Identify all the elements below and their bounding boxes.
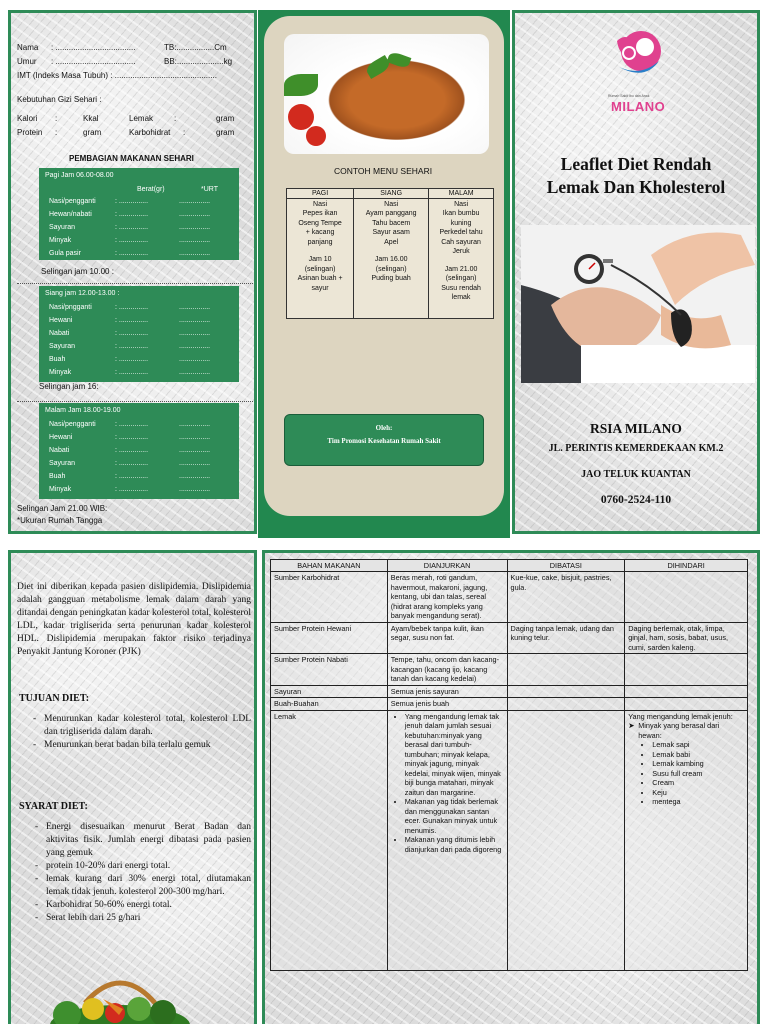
meal-item-weight: : ............... — [115, 304, 149, 311]
syarat-item: - Energi disesuaikan menurut Berat Badan dan aktivitas fisik. Jumlah energi dibatasi pada pasien yang gemuk — [35, 821, 251, 860]
table-cell-bahan: Sumber Karbohidrat — [271, 572, 388, 622]
meal-item-weight: : ............... — [115, 198, 149, 205]
pagi-box — [39, 168, 239, 260]
table-row — [271, 654, 748, 685]
tim-label: Tim Promosi Kesehatan Rumah Sakit — [327, 437, 441, 445]
meal-item-weight: : ............... — [115, 317, 149, 324]
berat-header: Berat(gr) — [137, 186, 165, 193]
meal-item-urt: ................ — [179, 250, 211, 257]
meal-item-label: Nabati — [49, 447, 70, 454]
lemak-dihindari-item: • Keju — [652, 788, 744, 797]
protein-label: Protein — [17, 128, 43, 137]
menu-line: Puding buah — [371, 275, 411, 283]
mother-child-icon — [607, 27, 667, 91]
umur-field: : .................................... — [51, 57, 136, 66]
lemak-dihindari-list — [628, 740, 744, 806]
menu-cell — [354, 199, 429, 319]
tomato-shape — [306, 126, 326, 146]
table-cell-dianjurkan: Tempe, tahu, oncom dan kacang-kacangan (kacang ijo, kacang tanah dan kacang kedelai) — [387, 654, 507, 685]
divider — [17, 283, 253, 284]
meal-item-label: Sayuran — [49, 460, 76, 467]
selingan-21: Selingan Jam 21.00 WIB: — [17, 504, 108, 513]
tomato-shape — [288, 104, 314, 130]
tujuan-item: - Menurunkan berat badan bila terlalu gemuk — [33, 739, 251, 752]
syarat-item: - Serat lebih dari 25 g/hari — [35, 912, 251, 925]
kkal-unit: Kkal — [83, 114, 99, 123]
grilled-fish-photo — [284, 34, 489, 154]
leaflet-title-2: Lemak Dan Kholesterol — [546, 177, 726, 197]
syarat-item: - protein 10-20% dari energi total. — [35, 860, 251, 873]
meal-item-urt: ................ — [179, 304, 211, 311]
table-col-header: DIBATASI — [507, 560, 625, 572]
table-row — [271, 685, 748, 697]
table-col-header: BAHAN MAKANAN — [271, 560, 388, 572]
meal-item-label: Buah — [49, 473, 66, 480]
logo-tagline: Rumah Sakit Ibu dan Anak — [608, 94, 650, 98]
meal-item-label: Hewan/nabati — [49, 211, 92, 218]
hospital-city: JAO TELUK KUANTAN — [581, 469, 691, 480]
umur-label: Umur — [17, 57, 37, 66]
lemak-dihindari-item: • Lemak babi — [652, 750, 744, 759]
menu-col-header: SIANG — [354, 189, 429, 199]
meal-item-label: Buah — [49, 356, 66, 363]
meal-item-urt: ................ — [179, 343, 211, 350]
menu-line — [289, 247, 351, 255]
meal-item-urt: ................ — [179, 473, 211, 480]
bb-field: BB:.....................kg — [164, 57, 233, 66]
lemak-dianjurkan-item: • Makanan yang ditumis lebih dianjurkan dari pada digoreng — [405, 835, 504, 854]
selingan-16: Selingan jam 16: — [39, 382, 99, 391]
table-cell-dibatasi: Daging tanpa lemak, udang dan kuning telur. — [507, 622, 625, 653]
table-cell-bahan: Sumber Protein Hewani — [271, 622, 388, 653]
menu-table — [286, 188, 494, 319]
pembagian-title: PEMBAGIAN MAKANAN SEHARI — [69, 154, 194, 163]
tujuan-title: TUJUAN DIET: — [19, 693, 90, 704]
meal-item-urt: ................ — [179, 486, 211, 493]
meal-item-weight: : ............... — [115, 434, 149, 441]
menu-cell — [287, 199, 354, 319]
menu-line: sayur — [311, 284, 329, 292]
kebutuhan-title: Kebutuhan Gizi Sehari : — [17, 95, 102, 104]
menu-line: (selingan) — [304, 265, 336, 273]
malam-title: Malam Jam 18.00-19.00 — [45, 407, 121, 414]
urt-header: *URT — [201, 186, 218, 193]
tujuan-list — [33, 713, 251, 752]
logo-name: MILANO — [611, 99, 666, 114]
table-cell-dihindari: Daging berlemak, otak, limpa, ginjal, ham, sosis, babat, usus, cumi, sarden kaleng. — [625, 622, 748, 653]
tujuan-item: - Menurunkan kadar kolesterol total, kolesterol LDL dan trigliserida dalam darah. — [33, 713, 251, 739]
table-cell-dianjurkan — [387, 710, 507, 970]
menu-line: Tahu bacem — [372, 219, 411, 227]
table-cell-dihindari — [625, 710, 748, 970]
menu-line: Ayam panggang — [365, 210, 417, 218]
intro-paragraph: Diet ini diberikan kepada pasien dislipidemia. Dislipidemia adalah gangguan metabolisme lemak dalam darah yang ditandai dengan peningkatan kadar kolesterol total, kolesterol LDL, kadar trigliserida serta penurunan kadar kolesterol HDL. Dislipidemia merupakan faktor risiko terjadinya Penyakit Jantung Koroner (PJK) — [17, 582, 251, 657]
menu-line — [431, 257, 491, 265]
colon: : — [174, 114, 177, 123]
imt-field: IMT (Indeks Masa Tubuh) : .............................................. — [17, 71, 217, 80]
meal-item-label: Sayuran — [49, 224, 76, 231]
meal-item-label: Nabati — [49, 330, 70, 337]
meal-item-urt: ................ — [179, 434, 211, 441]
hospital-phone: 0760-2524-110 — [600, 494, 672, 506]
meal-item-weight: : ............... — [115, 460, 149, 467]
menu-card — [264, 16, 504, 516]
meal-item-label: Nasi/pengganti — [49, 421, 96, 428]
meal-item-label: Hewani — [49, 317, 73, 324]
meal-item-weight: : ............... — [115, 211, 149, 218]
menu-line: Asinan buah + — [297, 275, 343, 283]
vegetables-image — [45, 963, 195, 1024]
menu-panel — [258, 10, 510, 538]
gram-unit: gram — [216, 128, 235, 137]
lemak-dihindari-arrow: ➤ Minyak yang berasal dari hewan: — [628, 721, 744, 740]
meal-item-urt: ................ — [179, 224, 211, 231]
table-cell-dihindari — [625, 685, 748, 697]
meal-item-weight: : ............... — [115, 447, 149, 454]
table-col-header: DIHINDARI — [625, 560, 748, 572]
menu-col-header: PAGI — [287, 189, 354, 199]
meal-item-urt: ................ — [179, 317, 211, 324]
hospital-name: RSIA MILANO — [590, 421, 682, 436]
nama-field: : .................................... — [51, 43, 136, 52]
meal-item-urt: ................ — [179, 198, 211, 205]
meal-item-weight: : ............... — [115, 421, 149, 428]
menu-line: (selingan) — [375, 265, 407, 273]
menu-line: panjang — [307, 238, 333, 246]
lemak-dihindari-item: • Cream — [652, 778, 744, 787]
meal-item-weight: : ............... — [115, 330, 149, 337]
syarat-title: SYARAT DIET: — [19, 801, 88, 812]
menu-line: Jam 10 — [308, 256, 332, 264]
meal-item-weight: : ............... — [115, 473, 149, 480]
syarat-list-wrap — [35, 821, 251, 925]
meal-item-weight: : ............... — [115, 356, 149, 363]
meal-item-label: Minyak — [49, 369, 72, 376]
lemak-dianjurkan-item: • Yang mengandung lemak tak jenuh dalam jumlah sesuai kebutuhan:minyak yang berasal dari tumbuh-tumbuhan; minyak kelapa, minyak jagung, minyak kedelai, minyak wijen, minyak biji bunga matahari, minyak zaitun dan margarine. — [405, 712, 504, 797]
table-cell-dianjurkan: Ayam/bebek tanpa kulit, ikan segar, susu non fat. — [387, 622, 507, 653]
menu-line: Oseng Tempe — [298, 219, 342, 227]
meal-item-urt: ................ — [179, 447, 211, 454]
meal-item-label: Gula pasir — [49, 250, 81, 257]
menu-line: (selingan) — [445, 275, 477, 283]
malam-box — [39, 403, 239, 499]
meal-item-label: Sayuran — [49, 343, 76, 350]
syarat-item: - lemak kurang dari 30% energi total, diutamakan lemak tidak jenuh. kolesterol 200-300 mg/hari. — [35, 873, 251, 899]
table-row — [271, 710, 748, 970]
patient-form-panel — [8, 10, 257, 534]
menu-line — [356, 247, 426, 255]
food-guide-table — [270, 559, 748, 971]
table-cell-dibatasi — [507, 698, 625, 710]
hospital-address: JL. PERINTIS KEMERDEKAAN KM.2 — [548, 443, 724, 454]
table-cell-dihindari — [625, 654, 748, 685]
blood-pressure-photo — [521, 225, 755, 383]
table-cell-bahan: Sayuran — [271, 685, 388, 697]
oleh-label: Oleh: — [375, 424, 393, 432]
lemak-dihindari-item: • Lemak sapi — [652, 740, 744, 749]
meal-item-weight: : ............... — [115, 486, 149, 493]
urt-note: *Ukuran Rumah Tangga — [17, 516, 103, 525]
meal-item-urt: ................ — [179, 356, 211, 363]
menu-col-header: MALAM — [429, 189, 494, 199]
table-cell-dihindari — [625, 572, 748, 622]
gram-unit: gram — [216, 114, 235, 123]
menu-line: Jam 21.00 — [444, 265, 478, 273]
selingan-10: Selingan jam 10.00 : — [41, 267, 114, 276]
menu-cell — [429, 199, 494, 319]
menu-line: Susu rendah — [441, 284, 481, 292]
tujuan-list-wrap — [33, 713, 251, 752]
menu-line: Ikan bumbu — [442, 210, 480, 218]
table-cell-bahan: Buah-Buahan — [271, 698, 388, 710]
menu-line: + kacang — [305, 229, 335, 237]
food-table-panel — [262, 550, 760, 1024]
lemak-dihindari-intro: Yang mengandung lemak jenuh: — [628, 711, 733, 721]
table-cell-dibatasi: Kue-kue, cake, bisjuit, pastries, gula. — [507, 572, 625, 622]
karbo-label: Karbohidrat — [129, 128, 171, 137]
meal-item-label: Hewani — [49, 434, 73, 441]
meal-item-label: Minyak — [49, 486, 72, 493]
kalori-label: Kalori — [17, 114, 38, 123]
table-row — [271, 572, 748, 622]
oleh-box — [284, 414, 484, 466]
siang-title: Siang jam 12.00-13.00 : — [45, 290, 120, 297]
table-col-header: DIANJURKAN — [387, 560, 507, 572]
lettuce-shape — [284, 74, 318, 96]
meal-item-urt: ................ — [179, 237, 211, 244]
table-cell-dibatasi — [507, 710, 625, 970]
table-cell-dianjurkan: Beras merah, roti gandum, havermout, makaroni, jagung, kentang, ubi dan talas, sereal (hidrat arang kompleks yang banyak mengandung serat). — [387, 572, 507, 622]
menu-line: Nasi — [454, 201, 469, 208]
meal-item-weight: : ............... — [115, 237, 149, 244]
meal-item-label: Nasi/pengganti — [49, 198, 96, 205]
divider — [17, 401, 253, 402]
lemak-dihindari-item: • Lemak kambing — [652, 759, 744, 768]
colon: : — [55, 114, 58, 123]
menu-line: Pepes ikan — [302, 210, 338, 218]
menu-line: Perkedel tahu — [439, 229, 483, 237]
colon: : — [55, 128, 58, 137]
menu-line: Nasi — [313, 201, 328, 208]
syarat-list — [35, 821, 251, 925]
table-cell-bahan: Lemak — [271, 710, 388, 970]
lemak-label: Lemak — [129, 114, 154, 123]
nama-label: Nama — [17, 43, 39, 52]
milano-logo — [607, 27, 667, 91]
leaflet-title-1: Leaflet Diet Rendah — [560, 154, 712, 174]
menu-line: Jam 16.00 — [374, 256, 408, 264]
table-cell-dianjurkan: Semua jenis buah — [387, 698, 507, 710]
lemak-dianjurkan-list — [391, 712, 504, 854]
vegetable-basket-illustration — [45, 963, 195, 1024]
meal-item-urt: ................ — [179, 460, 211, 467]
menu-line: Apel — [384, 238, 399, 246]
table-cell-dibatasi — [507, 685, 625, 697]
meal-item-weight: : ............... — [115, 343, 149, 350]
menu-line: lemak — [451, 293, 471, 301]
menu-line: Nasi — [384, 201, 399, 208]
blood-pressure-illustration — [521, 225, 755, 383]
siang-box — [39, 286, 239, 382]
info-panel — [8, 550, 257, 1024]
pagi-title: Pagi Jam 06.00-08.00 — [45, 172, 114, 179]
meal-item-urt: ................ — [179, 369, 211, 376]
menu-line: Cah sayuran — [441, 238, 481, 246]
table-cell-dianjurkan: Semua jenis sayuran — [387, 685, 507, 697]
meal-item-urt: ................ — [179, 330, 211, 337]
menu-title: CONTOH MENU SEHARI — [334, 166, 433, 176]
menu-line: kuning — [450, 219, 472, 227]
cover-panel — [512, 10, 760, 534]
meal-item-urt: ................ — [179, 421, 211, 428]
table-cell-bahan: Sumber Protein Nabati — [271, 654, 388, 685]
lemak-dihindari-item: • Susu full cream — [652, 769, 744, 778]
meal-item-label: Nasi/pngganti — [49, 304, 92, 311]
meal-item-weight: : ............... — [115, 250, 149, 257]
gram-unit: gram — [83, 128, 102, 137]
lemak-dihindari-item: • mentega — [652, 797, 744, 806]
table-row — [271, 698, 748, 710]
syarat-item: - Karbohidrat 50-60% energi total. — [35, 899, 251, 912]
table-cell-dihindari — [625, 698, 748, 710]
meal-item-weight: : ............... — [115, 224, 149, 231]
table-row — [271, 622, 748, 653]
lemak-dianjurkan-item: • Makanan yag tidak berlemak dan menggunakan santan ecer. Gunakan minyak untuk menumis. — [405, 797, 504, 835]
menu-line: Sayur asam — [372, 229, 410, 237]
table-cell-dibatasi — [507, 654, 625, 685]
meal-item-label: Minyak — [49, 237, 72, 244]
meal-item-urt: ................ — [179, 211, 211, 218]
menu-line: Jeruk — [452, 248, 470, 256]
herb-shape — [387, 51, 412, 70]
meal-item-weight: : ............... — [115, 369, 149, 376]
colon: : — [183, 128, 186, 137]
tb-field: TB:.................Cm — [164, 43, 227, 52]
